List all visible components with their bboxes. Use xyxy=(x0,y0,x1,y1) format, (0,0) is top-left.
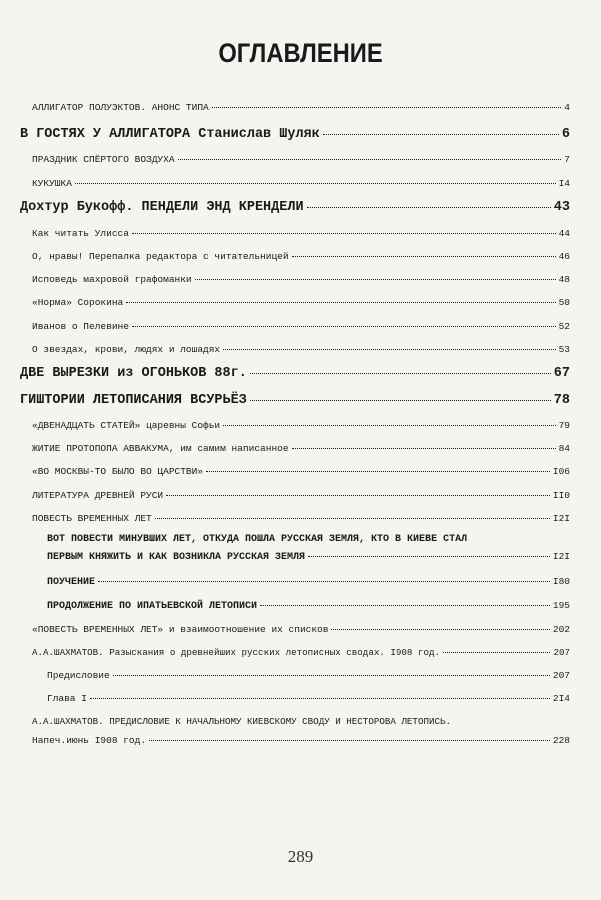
toc-entry xyxy=(20,366,570,381)
toc-entry-page: 4 xyxy=(564,102,570,113)
toc-entry-page: 202 xyxy=(552,624,570,635)
dot-leader xyxy=(250,373,551,374)
toc-entry xyxy=(20,393,570,408)
toc-entry-page: 195 xyxy=(552,600,570,611)
toc-entry-title: ГИШТОРИИ ЛЕТОПИСАНИЯ ВСУРЬЁЗ xyxy=(20,393,247,408)
toc-entry-page: 207 xyxy=(553,647,570,658)
toc-entry xyxy=(32,251,570,262)
toc-entry-page: I06 xyxy=(552,466,570,477)
toc-entry-title: ПРАЗДНИК СПЁРТОГО ВОЗДУХА xyxy=(32,154,175,165)
toc-entry-title: «ПОВЕСТЬ ВРЕМЕННЫХ ЛЕТ» и взаимоотношение их списков xyxy=(32,624,329,635)
toc-entry-title: ПОУЧЕНИЕ xyxy=(47,577,96,588)
toc-entry-title: Иванов о Пелевине xyxy=(32,321,129,332)
toc-entry-page: II0 xyxy=(552,490,570,501)
toc-entry-first-line: А.А.ШАХМАТОВ. ПРЕДИСЛОВИЕ К НАЧАЛЬНОМУ КИЕВСКОМУ СВОДУ И НЕСТОРОВА ЛЕТОПИСЬ. xyxy=(32,716,452,727)
toc-entry-page: 2I4 xyxy=(552,693,570,704)
dot-leader xyxy=(126,302,555,303)
toc-entry xyxy=(32,735,570,746)
toc-entry xyxy=(32,274,570,285)
dot-leader xyxy=(132,233,556,234)
toc-entry xyxy=(32,344,570,355)
dot-leader xyxy=(149,740,550,741)
toc-entry-page: 7 xyxy=(564,154,570,165)
dot-leader xyxy=(260,605,550,606)
dot-leader xyxy=(223,349,555,350)
toc-entry-title: Глава I xyxy=(47,693,87,704)
dot-leader xyxy=(178,159,562,160)
dot-leader xyxy=(443,652,550,653)
dot-leader xyxy=(155,518,550,519)
toc-entry-title: А.А.ШАХМАТОВ. Разыскания о древнейших русских летописных сводах. I908 год. xyxy=(32,647,440,658)
dot-leader xyxy=(113,675,550,676)
toc-entry xyxy=(32,297,570,308)
toc-entry-title: О звездах, крови, людях и лошадях xyxy=(32,344,221,355)
toc-entry-page: 50 xyxy=(558,297,570,308)
dot-leader xyxy=(292,256,556,257)
toc-entry-page: 67 xyxy=(553,366,570,381)
toc-entry-title: ПОВЕСТЬ ВРЕМЕННЫХ ЛЕТ xyxy=(32,513,152,524)
toc-entry-page: 48 xyxy=(558,274,570,285)
toc-entry-title: ПРОДОЛЖЕНИЕ ПО ИПАТЬЕВСКОЙ ЛЕТОПИСИ xyxy=(47,601,258,612)
toc-entry xyxy=(20,127,570,142)
toc-entry-title: О, нравы! Перепалка редактора с читательницей xyxy=(32,251,289,262)
toc-entry-title: КУКУШКА xyxy=(32,178,72,189)
toc-entry-page: I2I xyxy=(552,551,570,562)
toc-entry xyxy=(32,443,570,454)
toc-entry xyxy=(32,624,570,635)
dot-leader xyxy=(250,400,551,401)
toc-entry xyxy=(47,693,570,704)
toc-entry-title: ПЕРВЫМ КНЯЖИТЬ И КАК ВОЗНИКЛА РУССКАЯ ЗЕМЛЯ xyxy=(47,552,306,563)
toc-entry-page: 79 xyxy=(558,420,570,431)
toc-entry-title: В ГОСТЯХ У АЛЛИГАТОРА Станислав Шуляк xyxy=(20,127,320,142)
toc-entry-page: 84 xyxy=(558,443,570,454)
toc-entry xyxy=(32,228,570,239)
dot-leader xyxy=(132,326,556,327)
toc-entry-page: 52 xyxy=(558,321,570,332)
dot-leader xyxy=(307,207,551,208)
dot-leader xyxy=(166,495,550,496)
dot-leader xyxy=(292,448,556,449)
toc-entry-title: Дохтур Букофф. ПЕНДЕЛИ ЭНД КРЕНДЕЛИ xyxy=(20,200,304,215)
dot-leader xyxy=(308,556,550,557)
toc-entry xyxy=(32,513,570,524)
toc-entry-page: 228 xyxy=(552,735,570,746)
toc-entry xyxy=(47,576,570,588)
toc-entry-title: ЖИТИЕ ПРОТОПОПА АВВАКУМА, им самим написанное xyxy=(32,443,289,454)
toc-entry-title: Как читать Улисса xyxy=(32,228,129,239)
dot-leader xyxy=(75,183,556,184)
dot-leader xyxy=(212,107,562,108)
toc-entry xyxy=(47,600,570,612)
toc-entry-first-line: ВОТ ПОВЕСТИ МИНУВШИХ ЛЕТ, ОТКУДА ПОШЛА РУССКАЯ ЗЕМЛЯ, КТО В КИЕВЕ СТАЛ xyxy=(47,534,468,545)
toc-entry xyxy=(32,466,570,477)
toc-entry-title: «ДВЕНАДЦАТЬ СТАТЕЙ» царевны Софьи xyxy=(32,420,221,431)
page-number: 289 xyxy=(287,847,314,866)
toc-entry-page: 53 xyxy=(558,344,570,355)
toc-entry xyxy=(32,321,570,332)
toc-entry-page: 78 xyxy=(553,393,570,408)
toc-entry-page: I4 xyxy=(558,178,570,189)
toc-entry xyxy=(32,154,570,165)
dot-leader xyxy=(195,279,556,280)
dot-leader xyxy=(223,425,555,426)
dot-leader xyxy=(331,629,549,630)
toc-entry xyxy=(32,420,570,431)
toc-entry-title: Исповедь махровой графоманки xyxy=(32,274,192,285)
toc-entry-title: Напеч.июнь I908 год. xyxy=(32,735,147,746)
toc-entry-page: 43 xyxy=(553,200,570,215)
toc-entry xyxy=(47,551,570,563)
toc-entry xyxy=(47,670,570,681)
toc-entry-page: 44 xyxy=(558,228,570,239)
toc-entry xyxy=(20,200,570,215)
dot-leader xyxy=(206,471,550,472)
toc-entry-title: «Норма» Сорокина xyxy=(32,297,124,308)
toc-entry xyxy=(32,647,570,658)
toc-entry xyxy=(32,102,570,113)
toc-entry-page: 46 xyxy=(558,251,570,262)
toc-entry-title: «ВО МОСКВЫ-ТО БЫЛО ВО ЦАРСТВИ» xyxy=(32,466,204,477)
toc-entry xyxy=(32,178,570,189)
dot-leader xyxy=(98,581,550,582)
toc-entry-page: 207 xyxy=(552,670,570,681)
toc-entry-title: ЛИТЕРАТУРА ДРЕВНЕЙ РУСИ xyxy=(32,490,164,501)
toc-entry-page: I2I xyxy=(552,513,570,524)
toc-entry-title: ДВЕ ВЫРЕЗКИ из ОГОНЬКОВ 88г. xyxy=(20,366,247,381)
toc-entry-page: 6 xyxy=(561,127,570,142)
dot-leader xyxy=(323,134,559,135)
toc-entry-title: Предисловие xyxy=(47,670,110,681)
toc-entry-page: I80 xyxy=(552,576,570,587)
toc-entry xyxy=(32,490,570,501)
dot-leader xyxy=(90,698,550,699)
toc-entry-title: АЛЛИГАТОР ПОЛУЭКТОВ. АНОНС ТИПА xyxy=(32,102,209,113)
page-title: ОГЛАВЛЕНИЕ xyxy=(218,38,383,68)
